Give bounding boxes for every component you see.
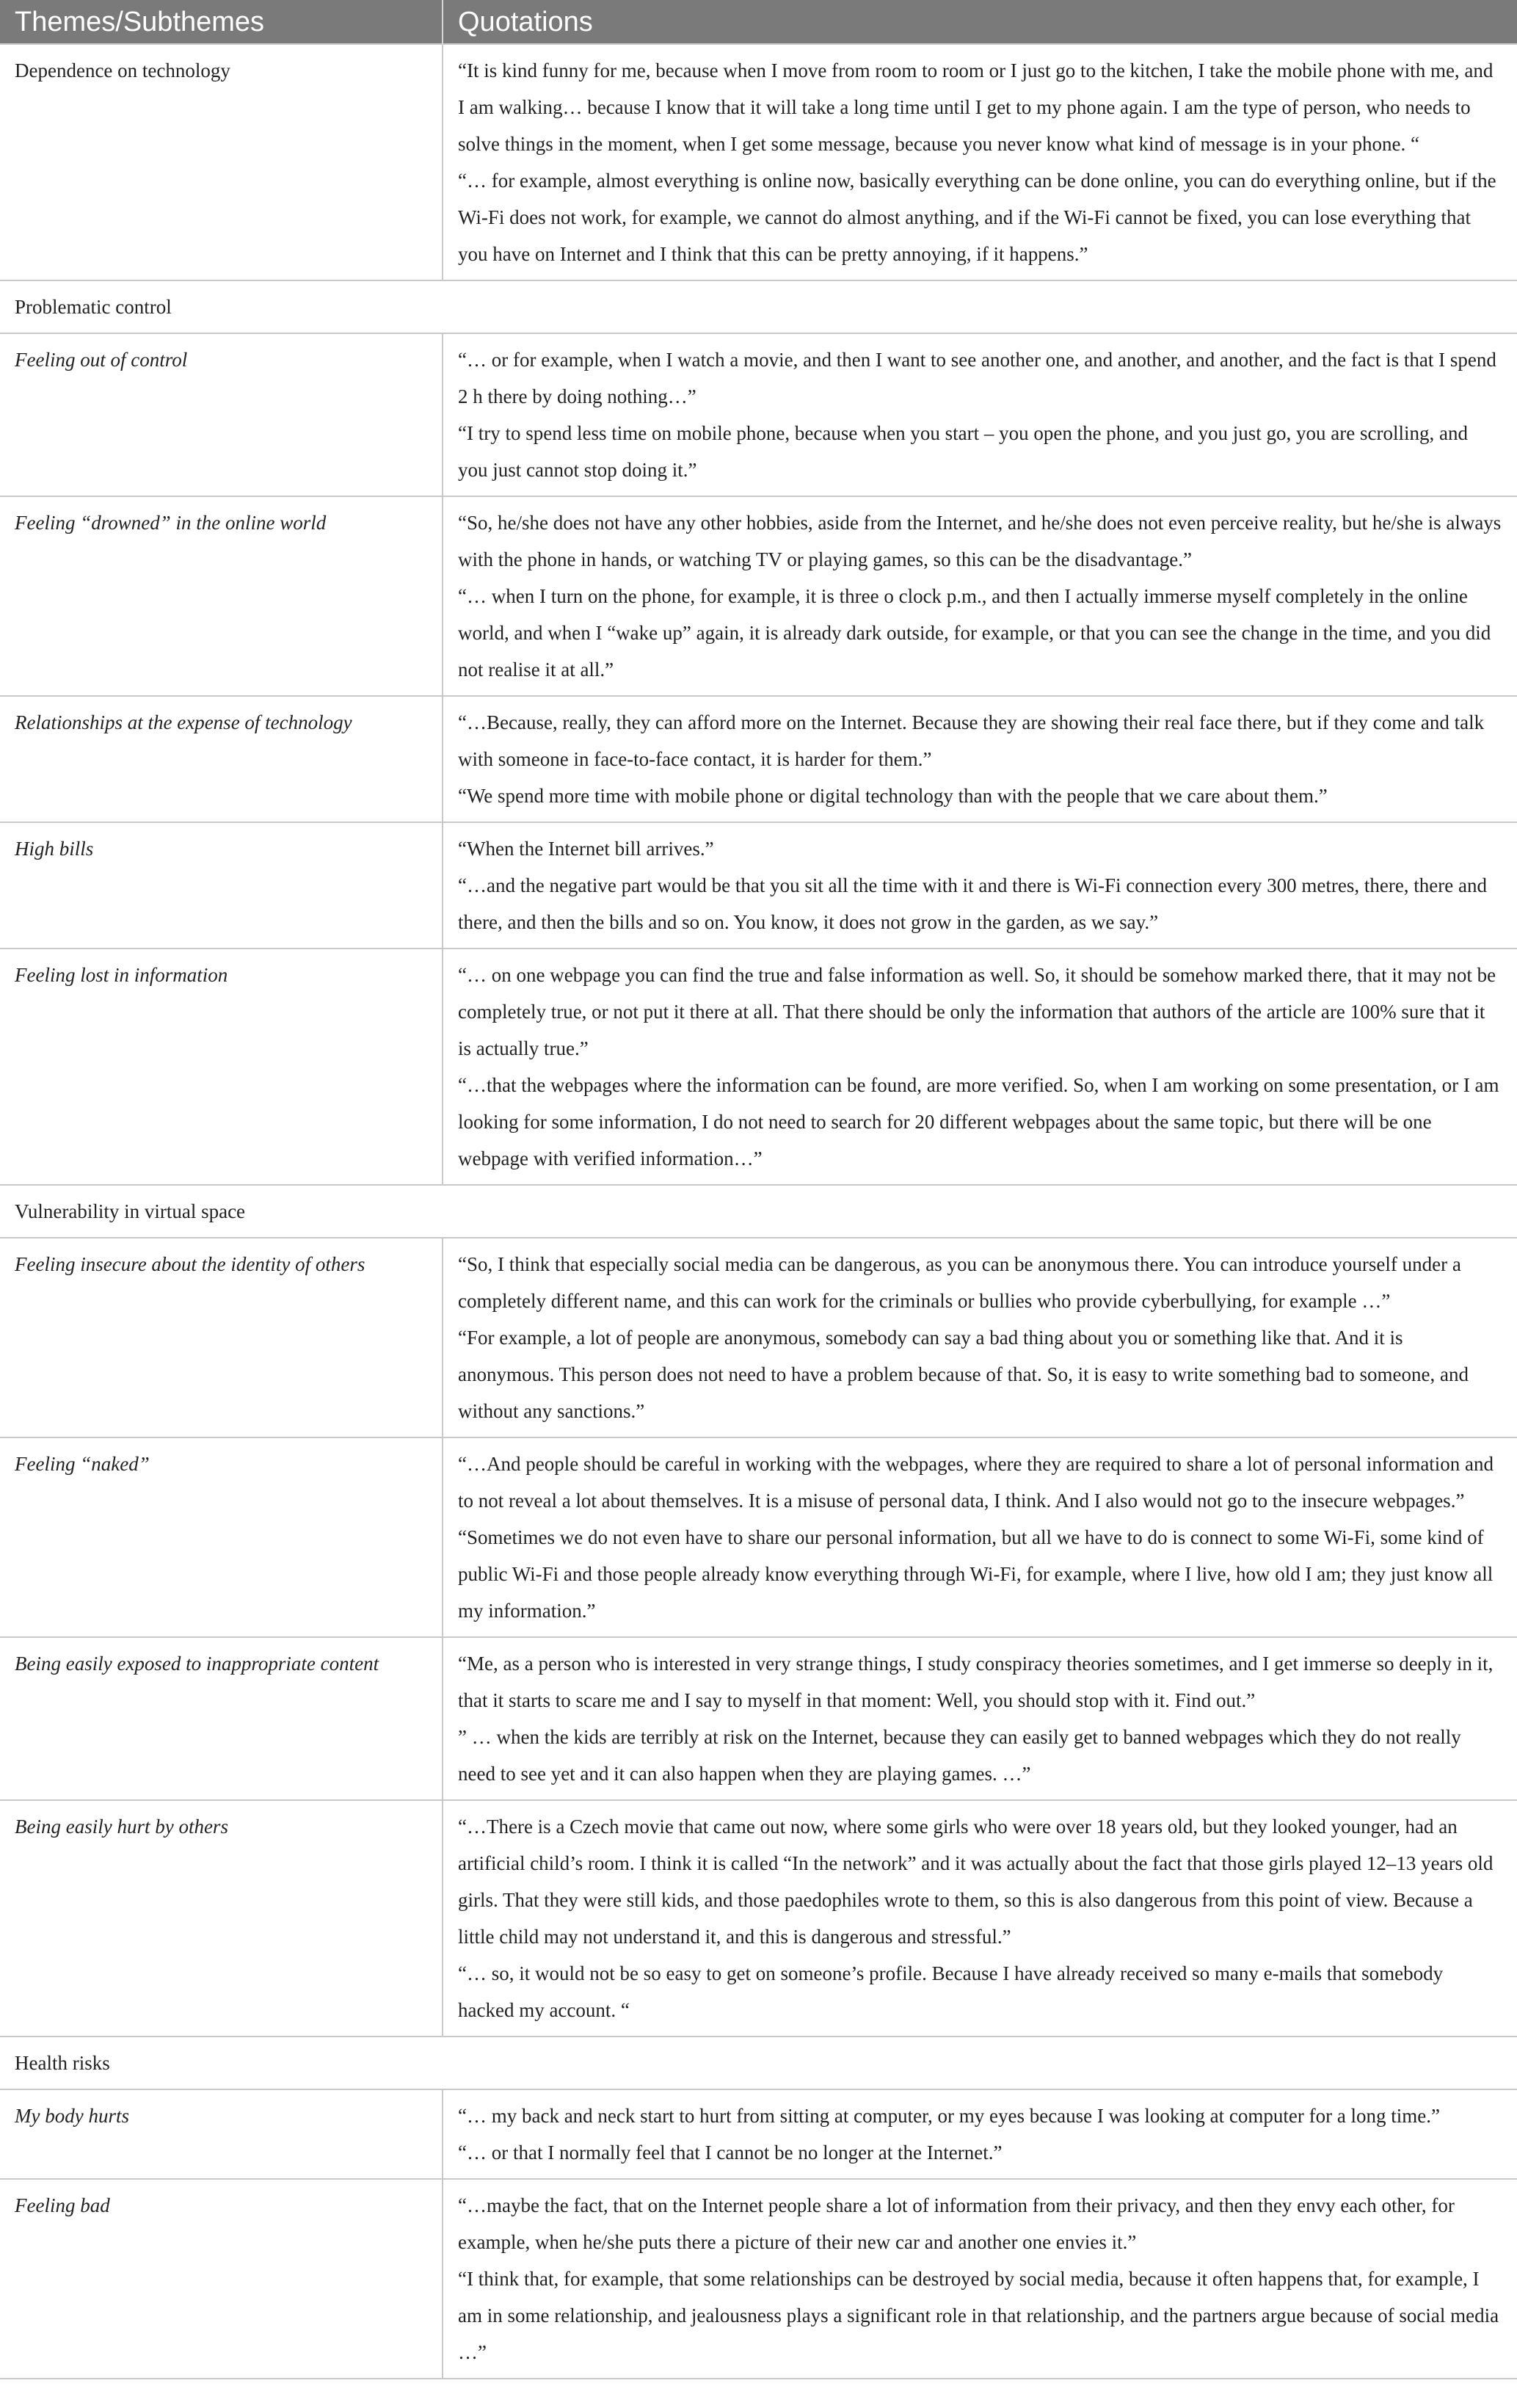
quotation: “So, I think that especially social media can be dangerous, as you can be anonymous there. You can introduce yourself under a completely different name, and this can work for the criminals or bullies who provide cyberbullying, for example …” xyxy=(458,1253,1461,1312)
quotation: “It is kind funny for me, because when I move from room to room or I just go to the kitchen, I take the mobile phone with me, and I am walking… because I know that it will take a long time until I get to my phone again. I am the type of person, who needs to solve things in the moment, when I get some message, because you never know what kind of message is in your phone. “ xyxy=(458,59,1494,155)
table-row xyxy=(0,2179,1517,2379)
subtheme-label: Being easily hurt by others xyxy=(0,1800,443,2037)
quotation: “So, he/she does not have any other hobbies, aside from the Internet, and he/she does not even perceive reality, but he/she is always with the phone in hands, or watching TV or playing games, so this can be the disadvantage.” xyxy=(458,512,1502,570)
quotations-cell xyxy=(443,696,1517,822)
quotations-cell xyxy=(443,1800,1517,2037)
quotation: “We spend more time with mobile phone or digital technology than with the people that we care about them.” xyxy=(458,785,1328,807)
quotations-cell xyxy=(443,1238,1517,1437)
quotation: “When the Internet bill arrives.” xyxy=(458,838,714,860)
theme-row xyxy=(0,1185,1517,1238)
subtheme-label: Being easily exposed to inappropriate content xyxy=(0,1637,443,1800)
table-row xyxy=(0,44,1517,280)
table-row xyxy=(0,822,1517,949)
quotation: “Me, as a person who is interested in very strange things, I study conspiracy theories sometimes, and I get immerse so deeply in it, that it starts to scare me and I say to myself in that moment: Well, you should stop with it. Find out.” xyxy=(458,1653,1494,1711)
quotation: “…maybe the fact, that on the Internet people share a lot of information from their privacy, and then they envy each other, for example, when he/she puts there a picture of their new car and another one envies it.” xyxy=(458,2194,1455,2253)
quotation: “I think that, for example, that some relationships can be destroyed by social media, because it often happens that, for example, I am in some relationship, and jealousness plays a significant role in that relationship, and the partners argue because of social media …” xyxy=(458,2268,1499,2363)
subtheme-label: Feeling “drowned” in the online world xyxy=(0,496,443,696)
quotation: “…that the webpages where the information can be found, are more verified. So, when I am working on some presentation, or I am looking for some information, I do not need to search for 20 different webpages about the same topic, but there will be one webpage with verified information…” xyxy=(458,1074,1499,1169)
header-themes: Themes/Subthemes xyxy=(0,0,443,44)
table-row xyxy=(0,1238,1517,1437)
theme-label: Vulnerability in virtual space xyxy=(0,1185,1517,1238)
quotations-cell xyxy=(443,2179,1517,2379)
quotations-cell xyxy=(443,1637,1517,1800)
quotation: “…and the negative part would be that you sit all the time with it and there is Wi-Fi connection every 300 metres, there, there and there, and then the bills and so on. You know, it does not grow in the garden, as we say.” xyxy=(458,874,1487,933)
quotation: “… or that I normally feel that I cannot be no longer at the Internet.” xyxy=(458,2142,1003,2164)
subtheme-label: Feeling lost in information xyxy=(0,949,443,1185)
subtheme-label: My body hurts xyxy=(0,2089,443,2179)
theme-row xyxy=(0,2037,1517,2089)
subtheme-label: Relationships at the expense of technology xyxy=(0,696,443,822)
table-row xyxy=(0,949,1517,1185)
quotations-cell xyxy=(443,333,1517,496)
quotation: “… so, it would not be so easy to get on someone’s profile. Because I have already received so many e-mails that somebody hacked my account. “ xyxy=(458,1962,1444,2021)
header-quotations: Quotations xyxy=(443,0,1517,44)
quotations-cell xyxy=(443,1437,1517,1637)
theme-label: Health risks xyxy=(0,2037,1517,2089)
table-row xyxy=(0,1637,1517,1800)
quotation: “…Because, really, they can afford more on the Internet. Because they are showing their real face there, but if they come and talk with someone in face-to-face contact, it is harder for them.” xyxy=(458,711,1485,770)
table-row xyxy=(0,333,1517,496)
subtheme-label: Feeling bad xyxy=(0,2179,443,2379)
table-row xyxy=(0,696,1517,822)
quotations-cell xyxy=(443,949,1517,1185)
quotations-cell xyxy=(443,44,1517,280)
quotation: “…There is a Czech movie that came out now, where some girls who were over 18 years old, but they looked younger, had an artificial child’s room. I think it is called “In the network” and it was actually about the fact that those girls played 12–13 years old girls. That they were still kids, and those paedophiles wrote to them, so this is also dangerous from this point of view. Because a little child may not understand it, and this is dangerous and stressful.” xyxy=(458,1816,1494,1948)
table-row xyxy=(0,2089,1517,2179)
quotation: “I try to spend less time on mobile phone, because when you start – you open the phone, and you just go, you are scrolling, and you just cannot stop doing it.” xyxy=(458,422,1468,481)
subtheme-label: Feeling “naked” xyxy=(0,1437,443,1637)
quotation: “…And people should be careful in working with the webpages, where they are required to share a lot of personal information and to not reveal a lot about themselves. It is a misuse of personal data, I think. And I also would not go to the insecure webpages.” xyxy=(458,1453,1494,1512)
quotations-cell xyxy=(443,2089,1517,2179)
header-row xyxy=(0,0,1517,44)
quotation: “… when I turn on the phone, for example, it is three o clock p.m., and then I actually immerse myself completely in the online world, and when I “wake up” again, it is already dark outside, for example, or that you can see the change in the time, and you did not realise it at all.” xyxy=(458,585,1491,681)
quotation: “… or for example, when I watch a movie, and then I want to see another one, and another, and another, and the fact is that I spend 2 h there by doing nothing…” xyxy=(458,349,1496,407)
quotation: ” … when the kids are terribly at risk on the Internet, because they can easily get to banned webpages which they do not really need to see yet and it can also happen when they are playing games. …” xyxy=(458,1726,1461,1785)
quotations-cell xyxy=(443,496,1517,696)
quotation: “… my back and neck start to hurt from sitting at computer, or my eyes because I was looking at computer for a long time.” xyxy=(458,2105,1441,2127)
subtheme-label: Feeling out of control xyxy=(0,333,443,496)
quotation: “… on one webpage you can find the true and false information as well. So, it should be somehow marked there, that it may not be completely true, or not put it there at all. That there should be only the information that authors of the article are 100% sure that it is actually true.” xyxy=(458,964,1496,1059)
table-row xyxy=(0,1437,1517,1637)
table-row xyxy=(0,496,1517,696)
subtheme-label: Feeling insecure about the identity of others xyxy=(0,1238,443,1437)
theme-label: Dependence on technology xyxy=(0,44,443,280)
quotation: “… for example, almost everything is online now, basically everything can be done online, you can do everything online, but if the Wi-Fi does not work, for example, we cannot do almost anything, and if the Wi-Fi cannot be fixed, you can lose everything that you have on Internet and I think that this can be pretty annoying, if it happens.” xyxy=(458,170,1496,265)
quotation: “For example, a lot of people are anonymous, somebody can say a bad thing about you or something like that. And it is anonymous. This person does not need to have a problem because of that. So, it is easy to write something bad to someone, and without any sanctions.” xyxy=(458,1327,1469,1422)
theme-row xyxy=(0,280,1517,333)
theme-label: Problematic control xyxy=(0,280,1517,333)
quotation: “Sometimes we do not even have to share our personal information, but all we have to do is connect to some Wi-Fi, some kind of public Wi-Fi and those people already know everything through Wi-Fi, for example, where I live, how old I am; they just know all my information.” xyxy=(458,1526,1494,1622)
table-row xyxy=(0,1800,1517,2037)
quotations-cell xyxy=(443,822,1517,949)
subtheme-label: High bills xyxy=(0,822,443,949)
